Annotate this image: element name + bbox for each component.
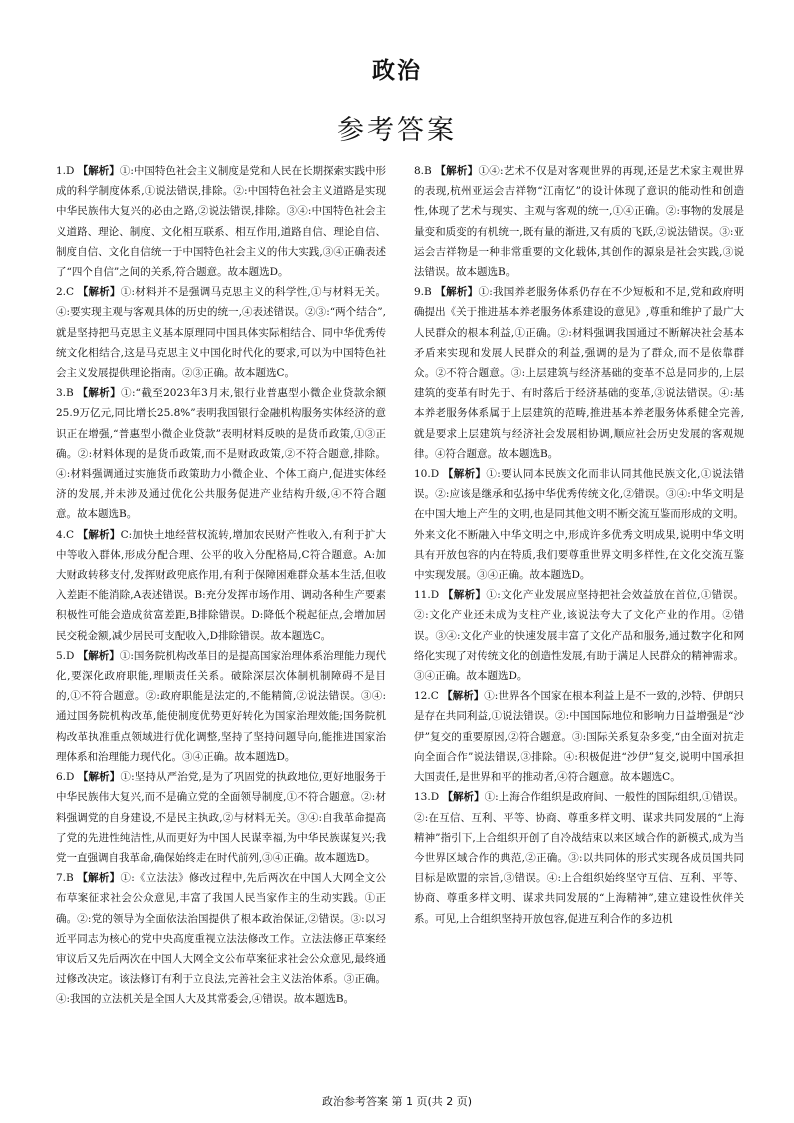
analysis-tag: 【解析】 <box>77 165 120 177</box>
analysis-text: C:加快土地经营权流转,增加农民财产性收入,有利于扩大中等收入群体,形成分配合理、公平的收入分配格局,C符合题意。A:加大财政转移支付,发挥财政兜底作用,有利于保障困难群众基本生活,但收入差距不能消除,A表述错误。B:充分发挥市场作用、调动各种生产要素积极性可能会造成贫富差距,B排除错误。D:降低个税起征点,会增加居民交税金额,减少居民可支配收入,D排除错误。故本题选C。 <box>56 528 387 642</box>
answer-choice: B <box>424 165 432 177</box>
analysis-tag: 【解析】 <box>435 165 479 177</box>
analysis-text: ①:我国养老服务体系仍存在不少短板和不足,党和政府明确提出《关于推进基本养老服务体系建设的意见》,尊重和维护了最广大人民群众的根本利益,①正确。②:材料强调我国通过不断解决社会基本矛盾来实现和发展人民群众的利益,强调的是为了群众,而不是依靠群众。②不符合题意。③:上层建筑与经济基础的变革不总是同步的,上层建筑的变革有时先于、有时落后于经济基础的变革,③说法错误。④:基本养老服务体系属于上层建筑的范畴,推进基本养老服务体系健全完善,就是要求上层建筑与经济社会发展相协调,顺应社会历史发展的客观规律。④符合题意。故本题选B。 <box>414 286 745 460</box>
answer-item <box>414 161 744 282</box>
answer-choice: B <box>66 872 74 885</box>
answer-number: 5. <box>56 649 67 662</box>
answer-number: 7. <box>56 872 67 885</box>
answer-item <box>414 787 744 928</box>
answer-item <box>56 161 386 282</box>
analysis-text: ①:中国特色社会主义制度是党和人民在长期探索实践中形成的科学制度体系,①说法错误,排除。②:中国特色社会主义道路是实现中华民族伟大复兴的必由之路,②说法错误,排除。③④:中国特色社会主义道路、理论、制度、文化相互联系、相互作用,道路自信、理论自信、制度自信、文化自信统一于中国特色社会主义的伟大实践,③④正确表述了“四个自信”之间的关系,符合题意。故本题选D。 <box>56 165 386 279</box>
answer-choice: D <box>66 771 75 784</box>
analysis-tag: 【解析】 <box>442 791 485 804</box>
analysis-tag: 【解析】 <box>77 286 121 299</box>
analysis-text: ①:国务院机构改革目的是提高国家治理体系治理能力现代化,要深化政府职能,理顺责任关系。破除深层次体制机制障碍不是目的,①不符合题意。②:政府职能是法定的,不能精简,②说法错误。③④:通过国务院机构改革,能使制度优势更好转化为国家治理效能;国务院机构改革执准重点领域进行优化调整,坚持了坚持问题导向,能推进国家治理体系和治理能力现代化。③④正确。故本题选D。 <box>56 649 386 763</box>
analysis-text: ①:文化产业发展应坚持把社会效益放在首位,①错误。②:文化产业还未成为支柱产业,该说法夸大了文化产业的作用。②错误。③④:文化产业的快速发展丰富了文化产品和服务,通过数字化和网络化实现了对传统文化的创造性发展,有助于满足人民群众的精神需求。③④正确。故本题选D。 <box>414 589 745 683</box>
answer-item <box>414 464 744 585</box>
analysis-text: ①④:艺术不仅是对客观世界的再现,还是艺术家主观世界的表现,杭州亚运会吉祥物“江南忆”的设计体现了意识的能动性和创造性,体现了艺术与现实、主观与客观的统一,①④正确。②:事物的发展是量变和质变的有机统一,既有量的渐进,又有质的飞跃,②说法错误。③:亚运会吉祥物是一种非常重要的文化载体,其创作的源泉是社会实践,③说法错误。故本题选B。 <box>414 165 745 279</box>
answer-choice: B <box>424 286 432 299</box>
answer-number: 13. <box>414 791 431 804</box>
answer-number: 9. <box>414 286 425 299</box>
analysis-text: ①:坚持从严治党,是为了巩固党的执政地位,更好地服务于中华民族伟大复兴,而不是确立党的全面领导制度,①不符合题意。②:材料强调党的自身建设,不是民主执政,②与材料无关。③④:自我革命提高了党的先进性纯洁性,从而更好为中国人民谋幸福,为中华民族谋复兴;我党一直强调自我革命,确保始终走在时代前列,③④正确。故本题选D。 <box>56 771 386 864</box>
answer-choice: D <box>430 589 440 602</box>
answer-number: 6. <box>56 771 67 784</box>
analysis-tag: 【解析】 <box>435 286 479 299</box>
answer-item <box>56 282 386 383</box>
answer-item <box>414 686 744 787</box>
analysis-text: ①:“截至2023年3月末,银行业普惠型小微企业贷款余额25.9万亿元,同比增长25.8%”表明我国银行金融机构服务实体经济的意识正在增强,“普惠型小微企业贷款”表明材料反映的是货币政策,①③正确。②:材料体现的是货币政策,而不是财政政策,②不符合题意,排除。④:材料强调通过实施货币政策助力小微企业、个体工商户,促进实体经济的发展,并未涉及通过优化公共服务促进产业结构升级,④不符合题意。故本题选B。 <box>56 387 386 521</box>
answer-number: 1. <box>56 165 67 177</box>
answer-number: 3. <box>56 387 67 400</box>
analysis-tag: 【解析】 <box>442 690 485 703</box>
analysis-tag: 【解析】 <box>77 771 121 784</box>
answer-number: 11. <box>414 589 431 602</box>
answer-choice: B <box>66 387 74 400</box>
answer-item <box>56 646 386 767</box>
answer-choice: C <box>430 690 439 703</box>
analysis-text: ①:材料并不是强调马克思主义的科学性,①与材料无关。④:要实现主观与客观具体的历史的统一,④表述错误。②③:“两个结合”,就是坚持把马克思主义基本原理同中国具体实际相结合、同中华优秀传统文化相结合,这是马克思主义中国化时代化的要求,可以为中国特色社会主义发展提供理论指南。②③正确。故本题选C。 <box>56 286 387 380</box>
analysis-tag: 【解析】 <box>77 387 122 400</box>
answer-item <box>56 525 386 646</box>
answer-number: 12. <box>414 690 431 703</box>
analysis-tag: 【解析】 <box>442 589 487 602</box>
analysis-text: ①:世界各个国家在根本利益上是不一致的,沙特、伊朗只是存在共同利益,①说法错误。②:中国国际地位和影响力日益增强是“沙伊”复交的重要原因,②符合题意。③:国际关系复杂多变,“由全面对抗走向全面合作”说法错误,③排除。④:积极促进“沙伊”复交,说明中国承担大国责任,是世界和平的推动者,④符合题意。故本题选C。 <box>414 690 744 784</box>
answer-choice: D <box>66 165 75 177</box>
answer-item <box>56 767 386 868</box>
page-footer: 政治参考答案 第 1 页(共 2 页) <box>321 1095 473 1108</box>
answer-item <box>414 585 744 686</box>
answer-choice: C <box>66 286 75 299</box>
answer-number: 4. <box>56 528 67 541</box>
answer-choice: D <box>66 649 75 662</box>
answer-choice: C <box>66 528 75 541</box>
analysis-text: ①:上海合作组织是政府间、一般性的国际组织,①错误。②:在互信、互利、平等、协商、尊重多样文明、谋求共同发展的“上海精神”指引下,上合组织开创了自冷战结束以来区域合作的新模式,成为当今世界区域合作的典范,②正确。③:以共同体的形式实现各成员国共同目标是欧盟的宗旨,③错误。④:上合组织始终坚守互信、互利、平等、协商、尊重多样文明、谋求共同发展的“上海精神”,建立建设性伙伴关系。可见,上合组织坚持开放包容,促进互利合作的多边机 <box>414 791 745 925</box>
answer-number: 10. <box>414 468 431 481</box>
left-column <box>56 161 386 1010</box>
answer-item <box>56 383 386 524</box>
analysis-tag: 【解析】 <box>442 468 487 481</box>
analysis-tag: 【解析】 <box>77 872 121 885</box>
analysis-tag: 【解析】 <box>77 649 120 662</box>
analysis-tag: 【解析】 <box>77 528 121 541</box>
page-subject-title: 政治 <box>372 58 422 84</box>
answer-item <box>414 282 744 464</box>
analysis-text: ①:《立法法》修改过程中,先后两次在中国人大网全文公布草案征求社会公众意见,丰富了我国人民当家作主的生动实践。①正确。②:党的领导为全面依法治国提供了根本政治保证,②错误。③:以习近平同志为核心的党中央高度重视立法法修改工作。立法法修正草案经审议后又先后两次在中国人大网全文公布草案征求社会公众意见,最终通过修改决定。该法修订有利于立良法,完善社会主义法治体系。③正确。④:我国的立法机关是全国人大及其常委会,④错误。故本题选B。 <box>56 872 387 1006</box>
answer-choice: D <box>430 468 440 481</box>
right-column <box>414 161 744 929</box>
answer-number: 8. <box>414 165 425 177</box>
page-subtitle: 参考答案 <box>337 115 457 146</box>
answer-choice: D <box>430 791 440 804</box>
answer-item <box>56 868 386 1009</box>
analysis-text: ①:要认同本民族文化而非认同其他民族文化,①说法错误。②:应该是继承和弘扬中华优秀传统文化,②错误。③④:中华文明是在中国大地上产生的文明,也是同其他文明不断交流互鉴而形成的文明。外来文化不断融入中华文明之中,形成许多优秀文明成果,说明中华文明具有开放包容的内在特质,我们要尊重世界文明多样性,在文化交流互鉴中实现发展。③④正确。故本题选D。 <box>414 468 745 582</box>
answer-number: 2. <box>56 286 67 299</box>
